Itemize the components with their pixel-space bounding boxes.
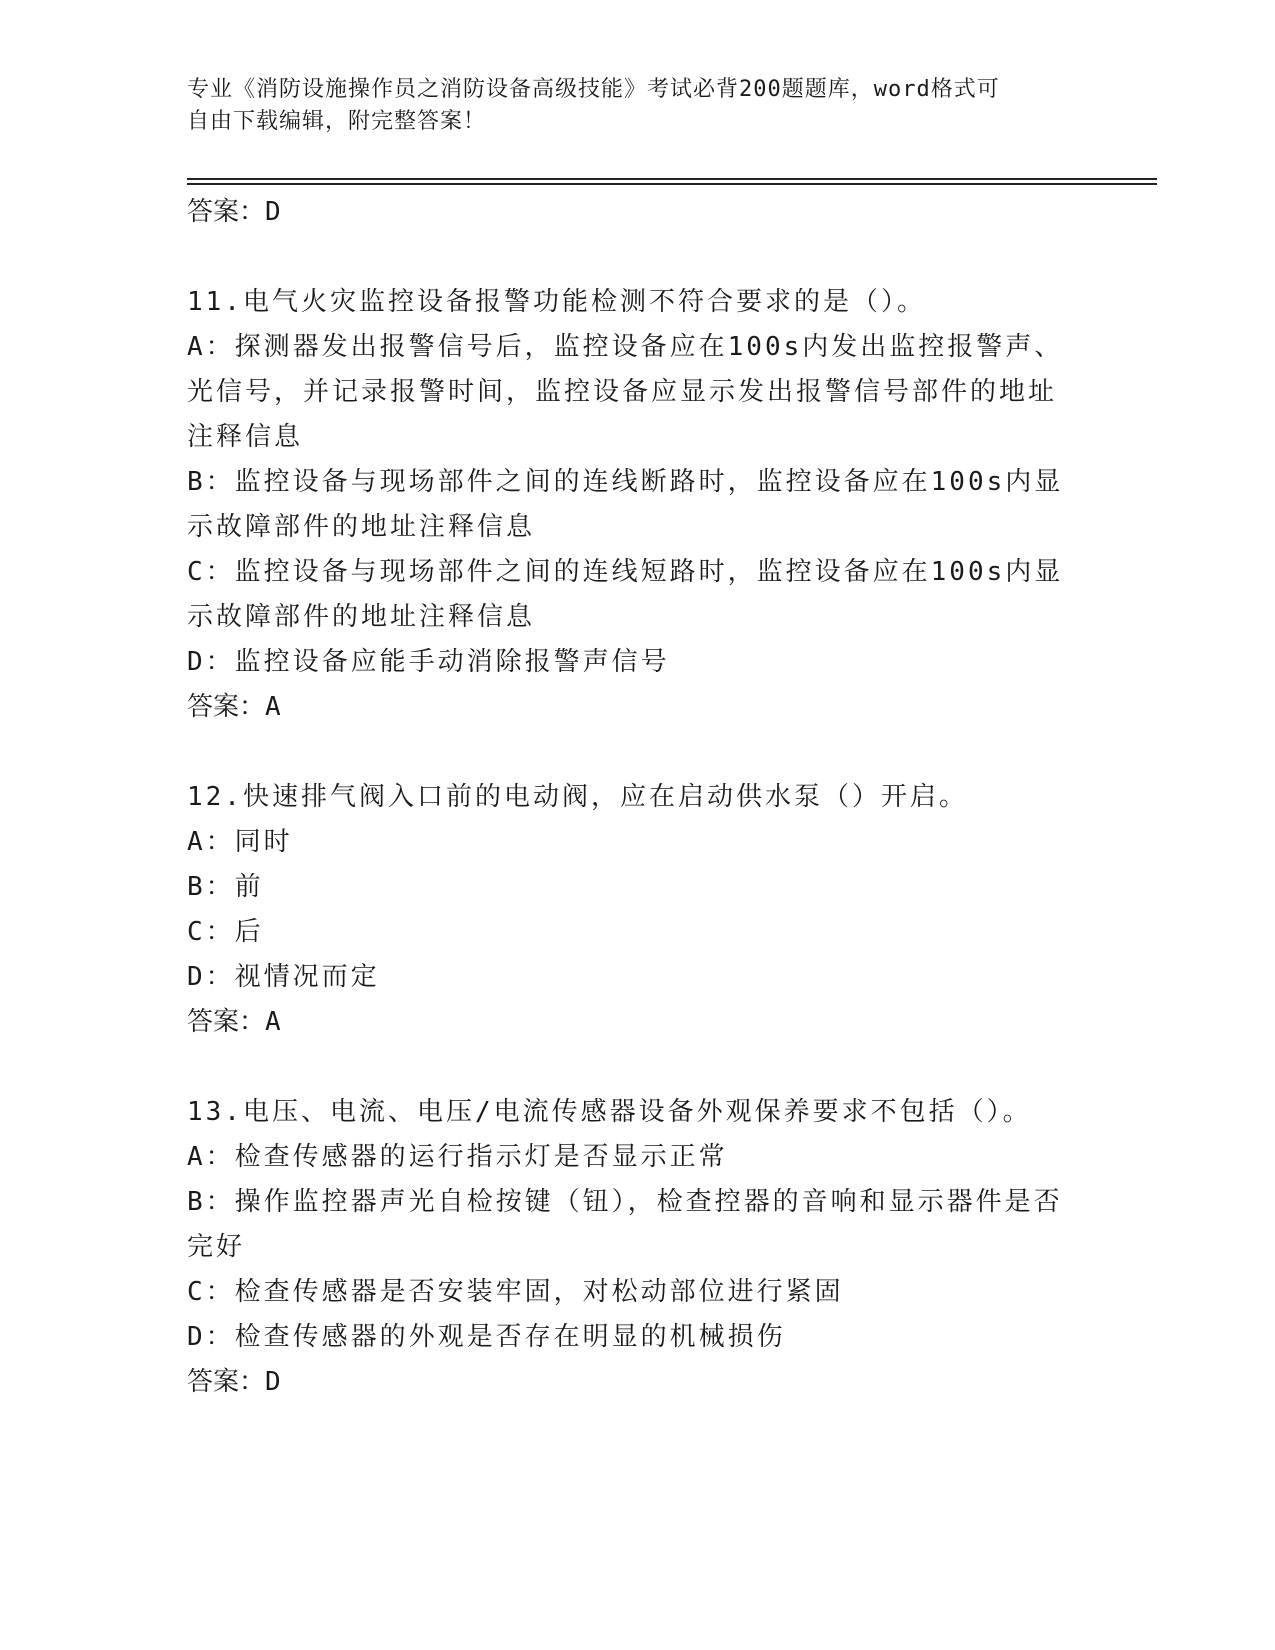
option-line: 完好: [187, 1232, 246, 1262]
page-header: [187, 74, 1067, 138]
question-stem: 11.电气火灾监控设备报警功能检测不符合要求的是（）。: [187, 287, 926, 317]
answer-value: A: [265, 692, 281, 722]
answer-line: [187, 1000, 1087, 1045]
option-line: 注释信息: [187, 422, 304, 452]
answer-label: 答案：: [187, 1007, 266, 1037]
answer-line: [187, 685, 1087, 730]
answer-line: [187, 1360, 1087, 1405]
answer-label: 答案：: [187, 692, 266, 722]
option-line: 示故障部件的地址注释信息: [187, 512, 536, 542]
questions: [187, 280, 1087, 1405]
option-line: B：前: [187, 872, 264, 902]
answer-value: D: [265, 1367, 281, 1397]
option-line: D：监控设备应能手动消除报警声信号: [187, 647, 670, 677]
question-list: [187, 190, 1087, 1405]
option-line: C：检查传感器是否安装牢固，对松动部位进行紧固: [187, 1277, 844, 1307]
answer-label: 答案：: [187, 1367, 266, 1397]
header-line-1: 专业《消防设施操作员之消防设备高级技能》考试必背200题题库，word格式可: [187, 77, 1000, 102]
question-block: [187, 280, 1087, 730]
answer-value: A: [265, 1007, 281, 1037]
option-line: A：探测器发出报警信号后，监控设备应在100s内发出监控报警声、: [187, 332, 1064, 362]
answer-value: D: [265, 197, 281, 227]
option-line: C：后: [187, 917, 264, 947]
option-line: A：检查传感器的运行指示灯是否显示正常: [187, 1142, 728, 1172]
option-line: D：检查传感器的外观是否存在明显的机械损伤: [187, 1322, 786, 1352]
option-line: B：监控设备与现场部件之间的连线断路时，监控设备应在100s内显: [187, 467, 1064, 497]
option-line: B：操作监控器声光自检按键（钮），检查控器的音响和显示器件是否: [187, 1187, 1063, 1217]
header-rule-top: [187, 178, 1157, 180]
answer-label: 答案：: [187, 197, 266, 227]
previous-answer: [187, 190, 1087, 235]
option-line: D：视情况而定: [187, 962, 380, 992]
header-line-2: 自由下载编辑，附完整答案！: [187, 109, 487, 134]
option-line: C：监控设备与现场部件之间的连线短路时，监控设备应在100s内显: [187, 557, 1064, 587]
question-stem: 12.快速排气阀入口前的电动阀，应在启动供水泵（）开启。: [187, 782, 968, 812]
header-rule-bottom: [187, 183, 1157, 185]
option-line: 光信号，并记录报警时间，监控设备应显示发出报警信号部件的地址: [187, 377, 1058, 407]
option-line: 示故障部件的地址注释信息: [187, 602, 536, 632]
option-line: A：同时: [187, 827, 293, 857]
question-stem: 13.电压、电流、电压/电流传感器设备外观保养要求不包括（）。: [187, 1097, 1032, 1127]
question-block: [187, 1090, 1087, 1405]
question-block: [187, 775, 1087, 1045]
